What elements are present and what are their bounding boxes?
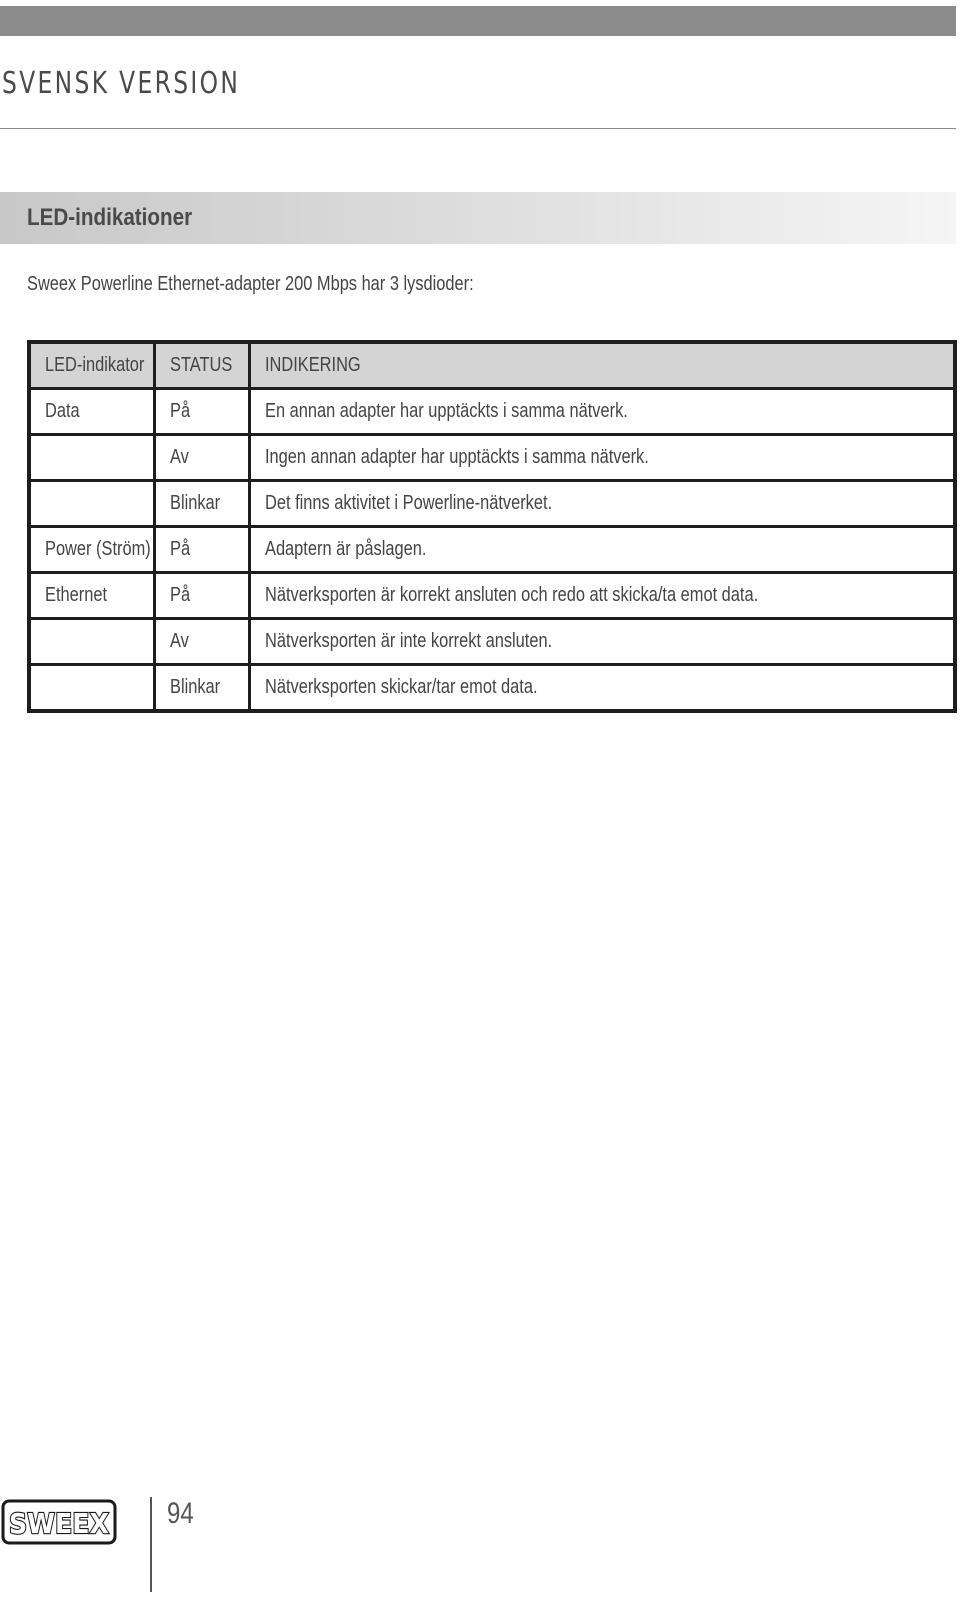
sweex-logo	[0, 1498, 118, 1546]
top-bar	[0, 6, 956, 36]
cell-led: Power (Ström)	[29, 527, 154, 573]
cell-indication: Adaptern är påslagen.	[249, 527, 955, 573]
cell-led	[29, 619, 154, 665]
table-row	[29, 435, 955, 481]
header-indication: INDIKERING	[249, 342, 955, 389]
cell-led	[29, 481, 154, 527]
table-row	[29, 573, 955, 619]
cell-led	[29, 665, 154, 712]
cell-status: På	[154, 527, 249, 573]
svg-text:SWEEX: SWEEX	[9, 1507, 110, 1540]
header-led: LED-indikator	[29, 342, 154, 389]
table-row	[29, 389, 955, 435]
table-row	[29, 665, 955, 712]
cell-status: Av	[154, 435, 249, 481]
cell-indication: Nätverksporten skickar/tar emot data.	[249, 665, 955, 712]
cell-status: På	[154, 573, 249, 619]
page-number: 94	[167, 1497, 194, 1530]
led-table	[27, 340, 957, 713]
table-row	[29, 527, 955, 573]
header-status: STATUS	[154, 342, 249, 389]
cell-indication: En annan adapter har upptäckts i samma nätverk.	[249, 389, 955, 435]
heading-divider	[0, 128, 956, 129]
intro-text: Sweex Powerline Ethernet-adapter 200 Mbps har 3 lysdioder:	[27, 273, 474, 295]
cell-status: Av	[154, 619, 249, 665]
cell-indication: Nätverksporten är korrekt ansluten och redo att skicka/ta emot data.	[249, 573, 955, 619]
table-header-row	[29, 342, 955, 389]
cell-led: Ethernet	[29, 573, 154, 619]
cell-status: På	[154, 389, 249, 435]
cell-status: Blinkar	[154, 665, 249, 712]
cell-led	[29, 435, 154, 481]
cell-indication: Nätverksporten är inte korrekt ansluten.	[249, 619, 955, 665]
cell-indication: Det finns aktivitet i Powerline-nätverket.	[249, 481, 955, 527]
cell-indication: Ingen annan adapter har upptäckts i samma nätverk.	[249, 435, 955, 481]
page-title: SVENSK VERSION	[2, 66, 241, 101]
table-row	[29, 619, 955, 665]
cell-led: Data	[29, 389, 154, 435]
footer-divider	[150, 1497, 152, 1592]
section-title: LED-indikationer	[27, 204, 193, 231]
cell-status: Blinkar	[154, 481, 249, 527]
table-row	[29, 481, 955, 527]
